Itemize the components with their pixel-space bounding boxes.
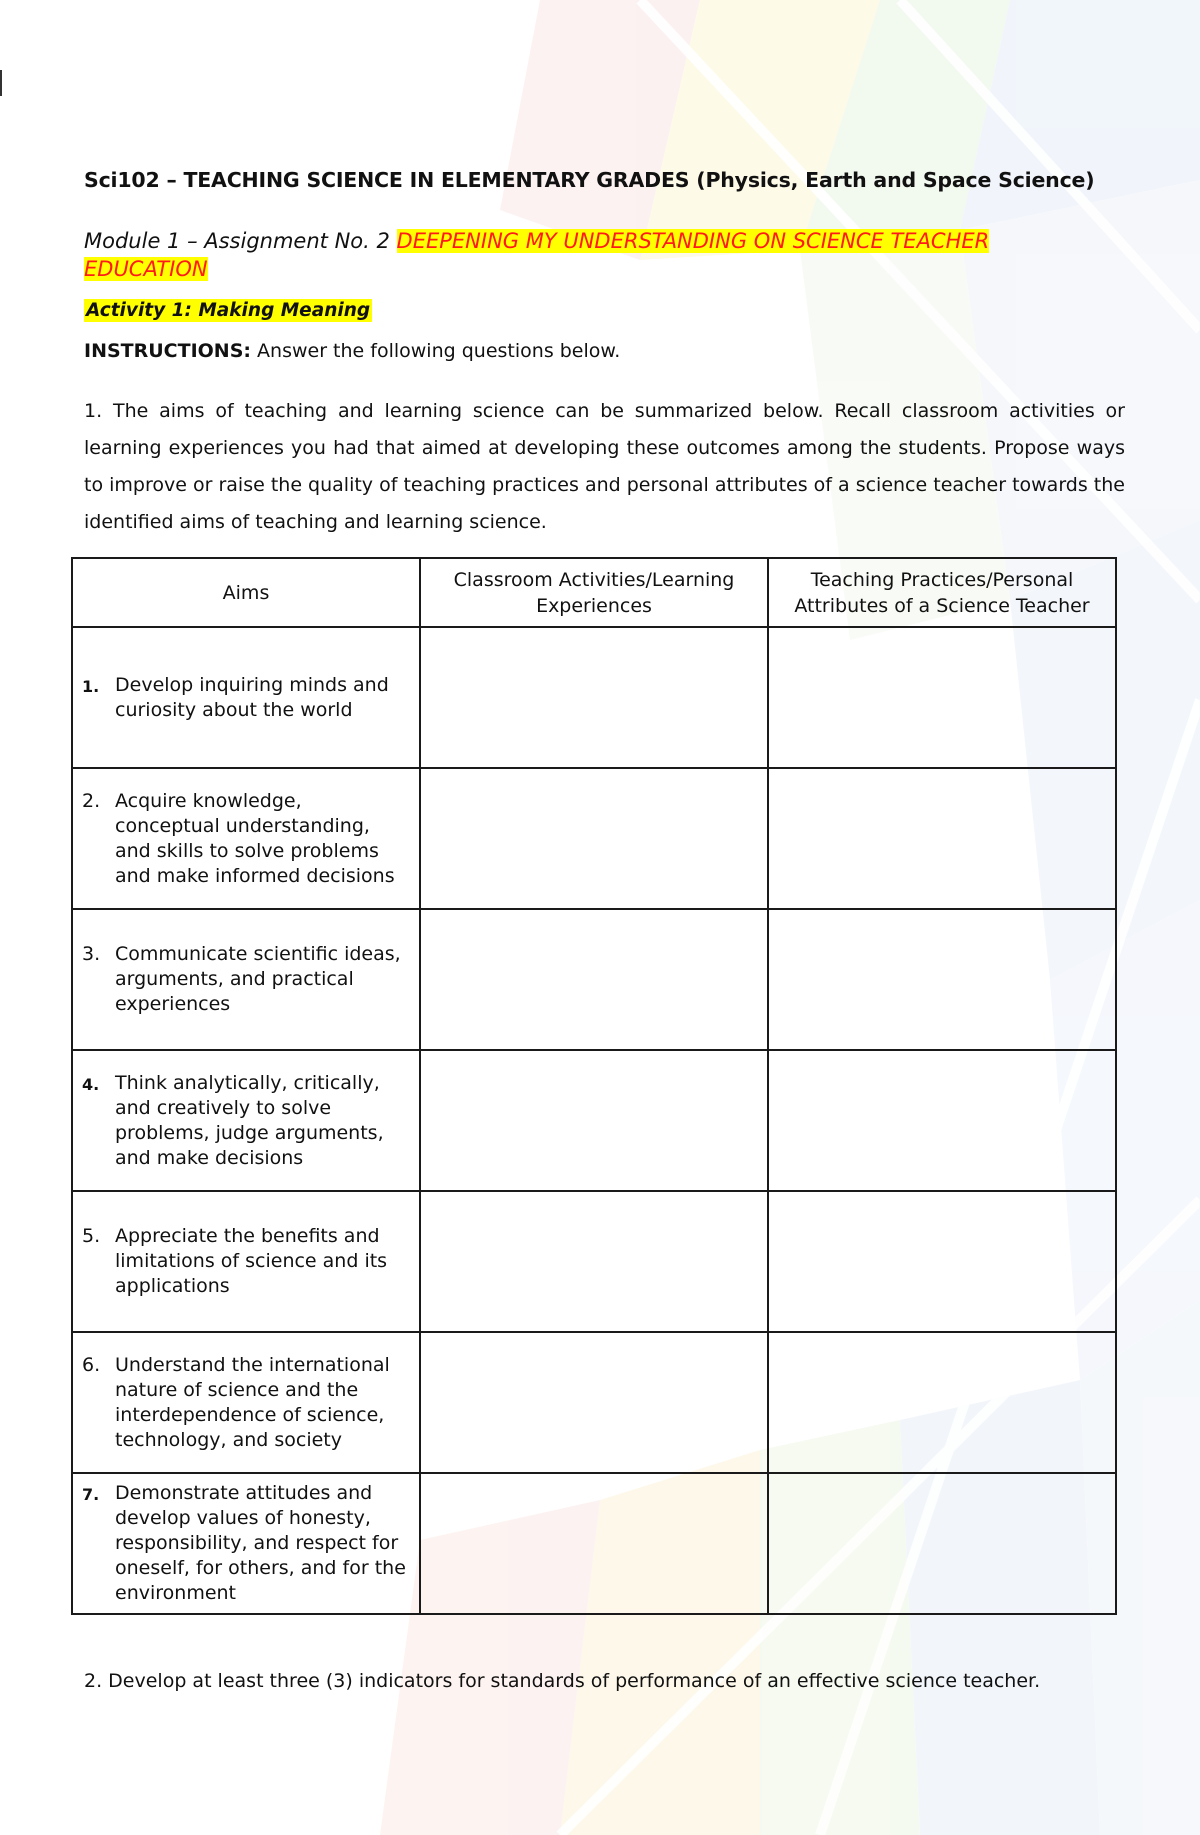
aim-cell [72,909,420,1050]
aim-cell [72,1473,420,1614]
table-row [72,768,1116,909]
practices-cell[interactable] [768,1473,1116,1614]
activity-label: Activity 1: Making Meaning [86,300,371,321]
aim-text: Understand the international nature of science and the interdependence of science, technology, and society [115,1353,390,1451]
instructions-text: Answer the following questions below. [257,340,621,362]
course-title: Sci102 – TEACHING SCIENCE IN ELEMENTARY GRADES (Physics, Earth and Space Science) [84,168,1095,192]
aim-number: 4. [82,1074,100,1094]
activity-heading [84,300,372,321]
activities-cell[interactable] [420,627,768,768]
aim-text: Develop inquiring minds and curiosity about the world [115,673,389,721]
aim-number: 7. [82,1485,100,1504]
module-prefix: Module 1 – Assignment No. 2 [84,229,390,253]
instructions [84,340,1124,362]
aim-text: Appreciate the benefits and limitations of science and its applications [115,1225,388,1297]
question-1: 1. The aims of teaching and learning science can be summarized below. Recall classroom activities or learning experiences you had that aimed at developing these outcomes among the students. Propose ways to improve or raise the quality of teaching practices and personal attributes of a science teacher towards the identified aims of teaching and learning science. [84,400,1125,533]
practices-cell[interactable] [768,627,1116,768]
practices-cell[interactable] [768,1332,1116,1473]
aim-text: Demonstrate attitudes and develop values of honesty, responsibility, and respect for oneself, for others, and for the environment [115,1482,406,1604]
table-row [72,1473,1116,1614]
aim-cell [72,627,420,768]
practices-cell[interactable] [768,909,1116,1050]
table-row [72,909,1116,1050]
aim-cell [72,1332,420,1473]
table-header-row [72,558,1116,627]
aim-number: 5. [82,1225,101,1247]
practices-cell[interactable] [768,1191,1116,1332]
header-teaching-practices: Teaching Practices/Personal Attributes of a Science Teacher [768,558,1116,627]
table-row [72,1191,1116,1332]
question-2: 2. Develop at least three (3) indicators for standards of performance of an effective science teacher. [84,1670,1041,1692]
text-cursor [0,70,2,96]
aim-number: 2. [82,789,101,812]
table-row [72,1332,1116,1473]
aim-text: Acquire knowledge, conceptual understanding, and skills to solve problems and make informed decisions [115,789,395,887]
header-aims: Aims [72,558,420,627]
module-heading [84,227,1084,283]
aim-cell [72,1191,420,1332]
practices-cell[interactable] [768,1050,1116,1191]
aim-text: Communicate scientific ideas, arguments, and practical experiences [115,943,401,1015]
activities-cell[interactable] [420,909,768,1050]
aim-cell [72,1050,420,1191]
aims-table [71,557,1117,1615]
activities-cell[interactable] [420,1332,768,1473]
aim-cell [72,768,420,909]
activities-cell[interactable] [420,1473,768,1614]
practices-cell[interactable] [768,768,1116,909]
header-classroom-activities: Classroom Activities/Learning Experiences [420,558,768,627]
aim-number: 6. [82,1353,101,1376]
table-row [72,1050,1116,1191]
table-row [72,627,1116,768]
activities-cell[interactable] [420,1191,768,1332]
activities-cell[interactable] [420,768,768,909]
aim-number: 3. [82,943,101,965]
instructions-label: INSTRUCTIONS: [84,340,251,362]
module-highlight: DEEPENING MY UNDERSTANDING ON SCIENCE TEACHER EDUCATION [84,229,990,281]
aim-text: Think analytically, critically, and creatively to solve problems, judge arguments, and make decisions [115,1071,384,1169]
activities-cell[interactable] [420,1050,768,1191]
aim-number: 1. [82,676,100,696]
